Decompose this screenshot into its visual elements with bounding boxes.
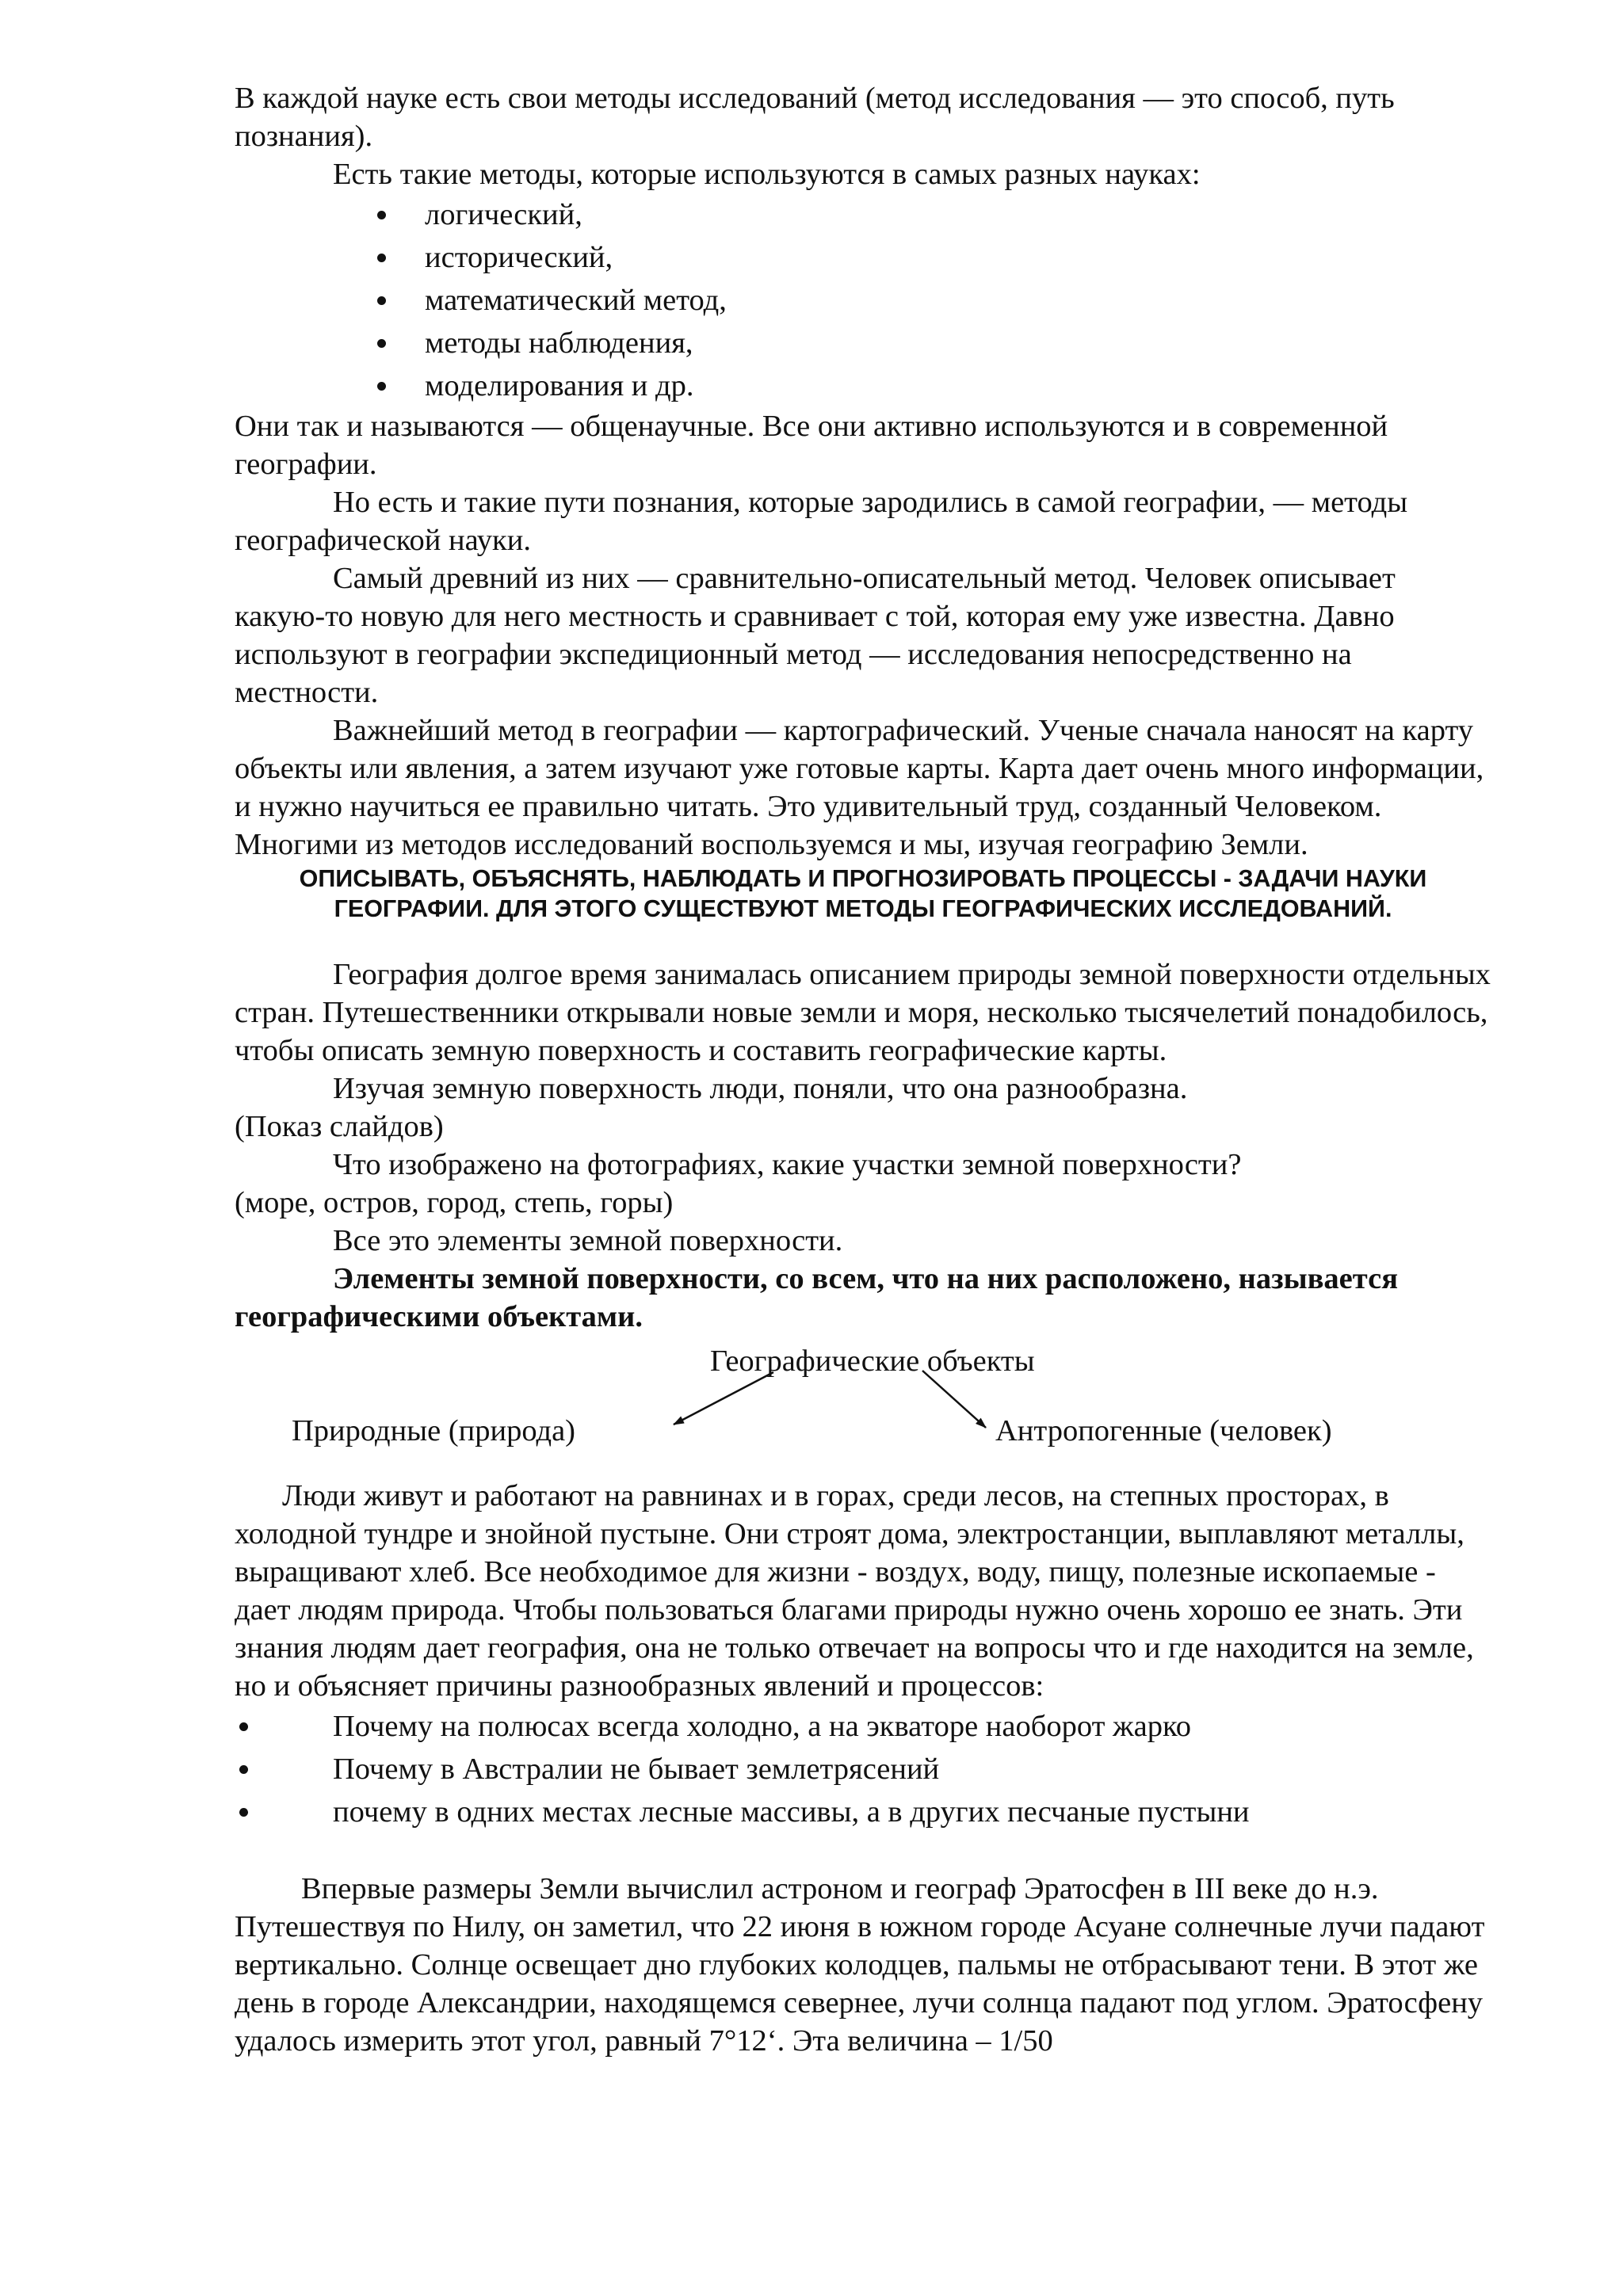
diagram-natural: Природные (природа) (292, 1414, 575, 1447)
methods-intro: Есть такие методы, которые используются в самых разных науках: (333, 158, 1201, 191)
diversity-paragraph: Изучая земную поверхность люди, поняли, что она разнообразна. (333, 1072, 1188, 1105)
general-methods-paragraph: Они так и называются — общенаучные. Все они активно используются и в современной географии. (235, 410, 1388, 481)
spacer (235, 1455, 1491, 1477)
list-item: методы наблюдения, (377, 322, 1491, 364)
document-page (235, 79, 1491, 2060)
descriptive-method-paragraph: Самый древний из них — сравнительно-описательный метод. Человек описывает какую-то новую для него местность и сравнивает с той, которая ему уже известна. Давно используют в географии экспедиционный метод — исследования непосредственно на местности. (235, 562, 1396, 709)
geo-methods-paragraph: Но есть и такие пути познания, которые зародились в самой географии, — методы географической науки. (235, 486, 1408, 557)
elements-statement: Все это элементы земной поверхности. (333, 1224, 843, 1257)
people-paragraph: Люди живут и работают на равнинах и в горах, среди лесов, на степных просторах, в холодной тундре и знойной пустыне. Они строят дома, электростанции, выплавляют металлы, выращивают хлеб. Все необходимое для жизни - воздух, воду, пищу, полезные ископаемые - дает людям природа. Чтобы пользоваться благами природы нужно очень хорошо ее знать. Эти знания людям дает география, она не только отвечает на вопросы что и где находится на земле, но и объясняет причины разнообразных явлений и процессов: (235, 1479, 1474, 1703)
definition-paragraph: Элементы земной поверхности, со всем, что на них расположено, называется географическими объектами. (235, 1262, 1399, 1333)
list-item: исторический, (377, 236, 1491, 279)
list-item: почему в одних местах лесные массивы, а в других песчаные пустыни (333, 1791, 1491, 1833)
eratosthenes-paragraph: Впервые размеры Земли вычислил астроном и географ Эратосфен в III веке до н.э. Путешествуя по Нилу, он заметил, что 22 июня в южном городе Асуане солнечные лучи падают вертикально. Солнце освещает дно глубоких колодцев, пальмы не отбрасывают тени. В этот же день в городе Александрии, находящемся севернее, лучи солнца падают под углом. Эратосфену удалось измерить этот угол, равный 7°12‘. Эта величина – 1/50 (235, 1872, 1485, 2058)
photo-answer: (море, остров, город, степь, горы) (235, 1186, 674, 1219)
section-heading: ОПИСЫВАТЬ, ОБЪЯСНЯТЬ, НАБЛЮДАТЬ И ПРОГНОЗИРОВАТЬ ПРОЦЕССЫ - ЗАДАЧИ НАУКИ ГЕОГРАФИИ. ДЛЯ ЭТОГО СУЩЕСТВУЮТ МЕТОДЫ ГЕОГРАФИЧЕСКИХ ИССЛЕДОВАНИЙ. (299, 865, 1427, 922)
questions-list (235, 1705, 1491, 1833)
cartographic-method-paragraph: Важнейший метод в географии — картографический. Ученые сначала наносят на карту объекты или явления, а затем изучают уже готовые карты. Карта дает очень много информации, и нужно научиться ее правильно читать. Это удивительный труд, созданный Человеком. Многими из методов исследований воспользуемся и мы, изучая географию Земли. (235, 714, 1484, 861)
photo-question: Что изображено на фотографиях, какие участки земной поверхности? (333, 1148, 1242, 1181)
spacer (235, 924, 1491, 955)
objects-diagram (235, 1336, 1491, 1455)
list-item: моделирования и др. (377, 364, 1491, 407)
diagram-title: Географические объекты (710, 1344, 1035, 1378)
intro-paragraph: В каждой науке есть свои методы исследований (метод исследования — это способ, путь познания). (235, 82, 1395, 153)
list-item: математический метод, (377, 279, 1491, 322)
methods-list (235, 193, 1491, 407)
list-item: Почему на полюсах всегда холодно, а на экваторе наоборот жарко (333, 1705, 1491, 1748)
spacer (235, 1833, 1491, 1870)
list-item: Почему в Австралии не бывает землетрясений (333, 1748, 1491, 1791)
slides-note: (Показ слайдов) (235, 1110, 444, 1143)
history-paragraph: География долгое время занималась описанием природы земной поверхности отдельных стран. Путешественники открывали новые земли и моря, несколько тысячелетий понадобилось, чтобы описать земную поверхность и составить географические карты. (235, 958, 1491, 1067)
diagram-anthropogenic: Антропогенные (человек) (995, 1414, 1332, 1447)
list-item: логический, (377, 193, 1491, 236)
